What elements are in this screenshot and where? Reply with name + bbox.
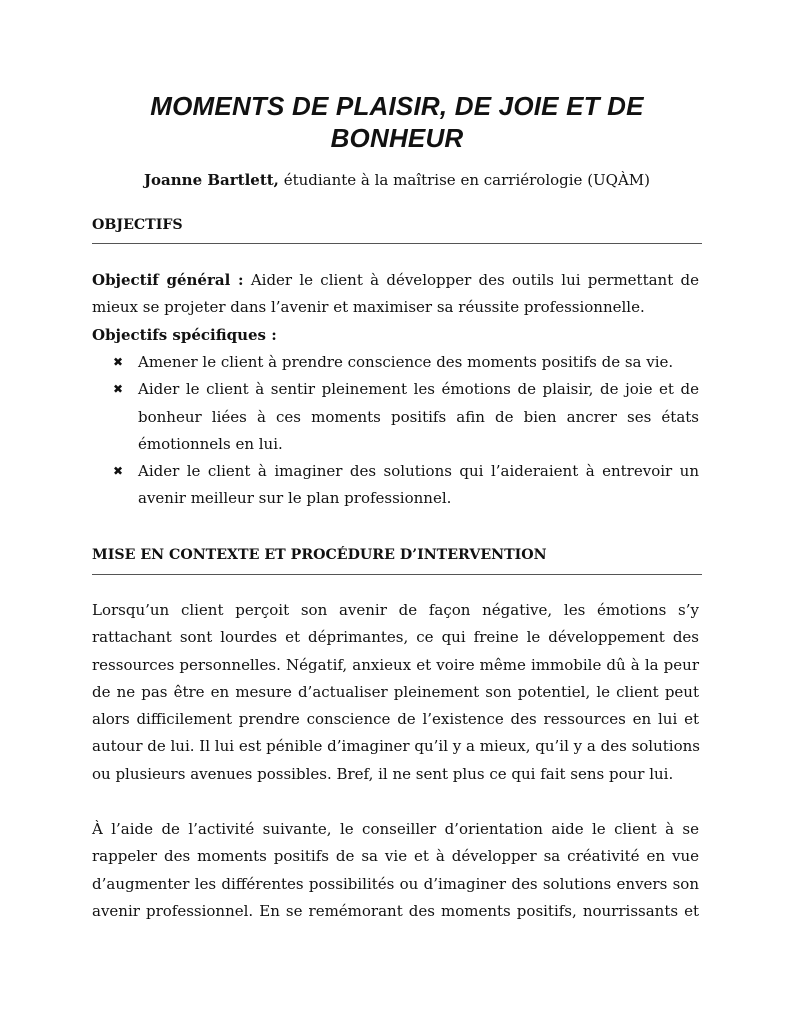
paragraph-line: rattachant sont lourdes et déprimantes, ce qui freine le développement des xyxy=(92,628,699,647)
objectif-general-paragraph xyxy=(92,267,699,349)
list-item xyxy=(92,349,699,376)
paragraph-line: ressources personnelles. Négatif, anxieux et voire même immobile dû à la peur xyxy=(92,655,699,674)
contexte-paragraph-2 xyxy=(92,816,699,925)
paragraph-line: À l’aide de l’activité suivante, le conseiller d’orientation aide le client à se xyxy=(92,820,699,838)
paragraph-line: de ne pas être en mesure d’actualiser pleinement son potentiel, le client peut xyxy=(92,682,699,701)
paragraph-line: Lorsqu’un client perçoit son avenir de façon négative, les émotions s’y xyxy=(92,601,699,619)
contexte-paragraph-1 xyxy=(92,597,699,788)
paragraph-line: ou plusieurs avenues possibles. Bref, il ne sent plus ce qui fait sens pour lui. xyxy=(92,764,674,783)
list-item-line: Amener le client à prendre conscience des moments positifs de sa vie. xyxy=(138,353,674,371)
objectif-general-text-1: Aider le client à développer des outils lui permettant de xyxy=(250,271,699,289)
paragraph-line: alors difficilement prendre conscience de l’existence des ressources en lui et xyxy=(92,710,699,729)
paragraph-line: rappeler des moments positifs de sa vie et à développer sa créativité en vue xyxy=(92,847,699,866)
objectif-general-line-1 xyxy=(92,267,699,294)
objectifs-heading: OBJECTIFS xyxy=(92,217,183,233)
list-item-line: Aider le client à imaginer des solutions qui l’aideraient à entrevoir un xyxy=(138,462,699,481)
document-title xyxy=(92,90,702,154)
title-line-1: MOMENTS DE PLAISIR, DE JOIE ET DE xyxy=(150,91,644,121)
objectifs-specifiques-label: Objectifs spécifiques : xyxy=(92,325,277,344)
mise-en-contexte-divider xyxy=(92,574,702,575)
title-line-2: BONHEUR xyxy=(330,123,464,153)
objectifs-divider xyxy=(92,243,702,244)
paragraph-line: d’augmenter les différentes possibilités ou d’imaginer des solutions envers son xyxy=(92,874,699,893)
author-line xyxy=(92,170,702,190)
list-item xyxy=(92,458,699,513)
cross-bullet-icon: ✖ xyxy=(113,464,124,479)
paragraph-line: avenir professionnel. En se remémorant des moments positifs, nourrissants et xyxy=(92,901,699,920)
cross-bullet-icon: ✖ xyxy=(113,382,124,397)
author-name: Joanne Bartlett, xyxy=(143,171,279,189)
author-role: étudiante à la maîtrise en carriérologie (UQÀM) xyxy=(283,171,651,189)
mise-en-contexte-heading: MISE EN CONTEXTE ET PROCÉDURE D’INTERVENTION xyxy=(92,547,547,563)
list-item-line: bonheur liées à ces moments positifs afin de bien ancrer ses états xyxy=(138,407,699,426)
list-item xyxy=(92,376,699,458)
objectif-general-line-2: mieux se projeter dans l’avenir et maximiser sa réussite professionnelle. xyxy=(92,298,645,317)
objectifs-specifiques-list xyxy=(92,349,702,513)
cross-bullet-icon: ✖ xyxy=(113,355,124,369)
list-item-line: avenir meilleur sur le plan professionnel. xyxy=(138,489,452,508)
objectif-general-label: Objectif général : xyxy=(92,271,244,289)
list-item-line: émotionnels en lui. xyxy=(138,434,283,453)
paragraph-line: autour de lui. Il lui est pénible d’imaginer qu’il y a mieux, qu’il y a des solutions xyxy=(92,737,700,756)
list-item-line: Aider le client à sentir pleinement les émotions de plaisir, de joie et de xyxy=(138,380,699,399)
